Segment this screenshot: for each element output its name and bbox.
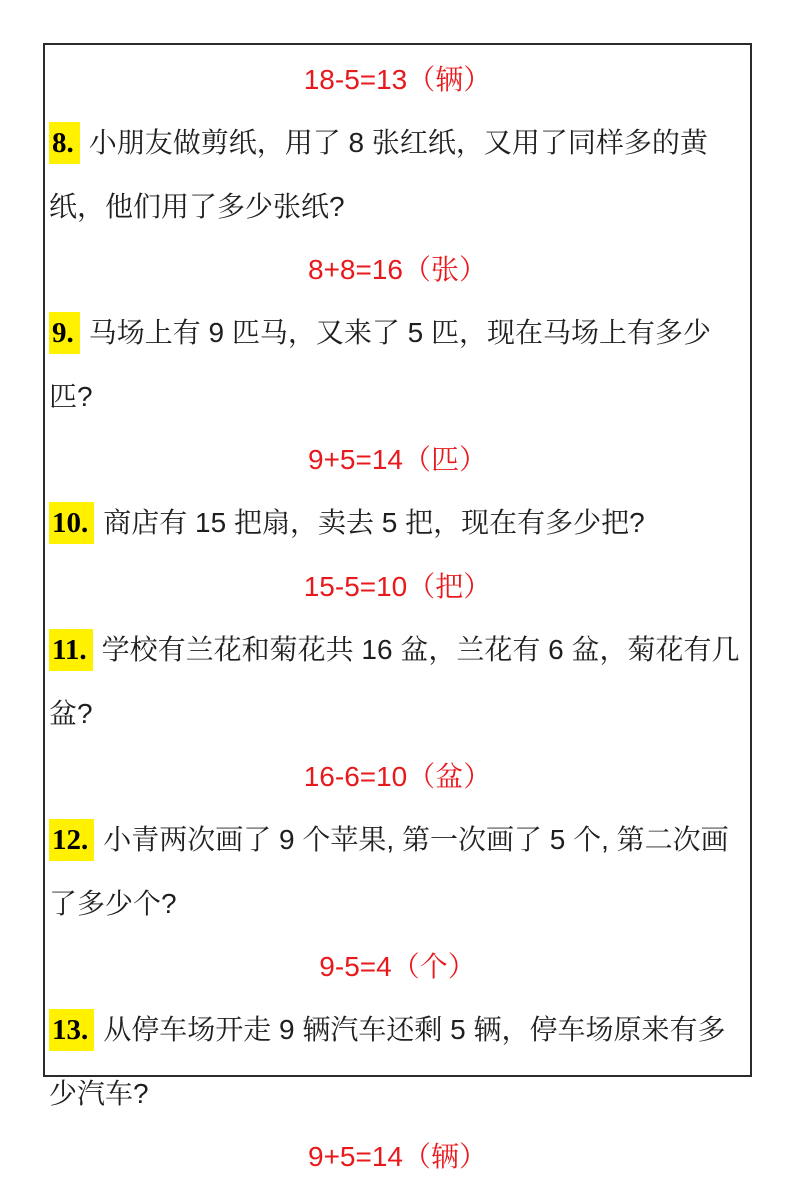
question-line xyxy=(49,618,746,745)
answer-line: 9+5=14（辆） xyxy=(308,1141,487,1172)
answer-line: 8+8=16（张） xyxy=(308,254,487,285)
question-line xyxy=(49,808,746,935)
question-text: 小朋友做剪纸，用了 8 张红纸，又用了同样多的黄纸，他们用了多少张纸? xyxy=(49,127,708,222)
question-line xyxy=(49,998,746,1125)
question-text: 学校有兰花和菊花共 16 盆，兰花有 6 盆，菊花有几盆? xyxy=(49,634,740,729)
question-line xyxy=(49,491,746,555)
answer-line: 9+5=14（匹） xyxy=(308,444,487,475)
answer-line: 15-5=10（把） xyxy=(303,571,492,602)
question-line xyxy=(49,301,746,428)
question-text: 马场上有 9 匹马，又来了 5 匹，现在马场上有多少匹? xyxy=(49,317,712,412)
question-text: 小青两次画了 9 个苹果, 第一次画了 5 个, 第二次画了多少个? xyxy=(49,824,729,919)
worksheet-page xyxy=(43,43,752,1172)
question-number: 8. xyxy=(49,122,80,164)
question-number: 9. xyxy=(49,312,80,354)
question-number: 12. xyxy=(49,819,94,861)
answer-line: 16-6=10（盆） xyxy=(303,761,492,792)
question-line xyxy=(49,111,746,238)
question-text: 从停车场开走 9 辆汽车还剩 5 辆，停车场原来有多少汽车? xyxy=(49,1014,726,1109)
question-number: 11. xyxy=(49,629,93,671)
answer-line: 18-5=13（辆） xyxy=(303,64,492,95)
question-text: 商店有 15 把扇，卖去 5 把，现在有多少把? xyxy=(103,507,645,538)
question-number: 13. xyxy=(49,1009,94,1051)
answer-line: 9-5=4（个） xyxy=(319,951,476,982)
question-number: 10. xyxy=(49,502,94,544)
